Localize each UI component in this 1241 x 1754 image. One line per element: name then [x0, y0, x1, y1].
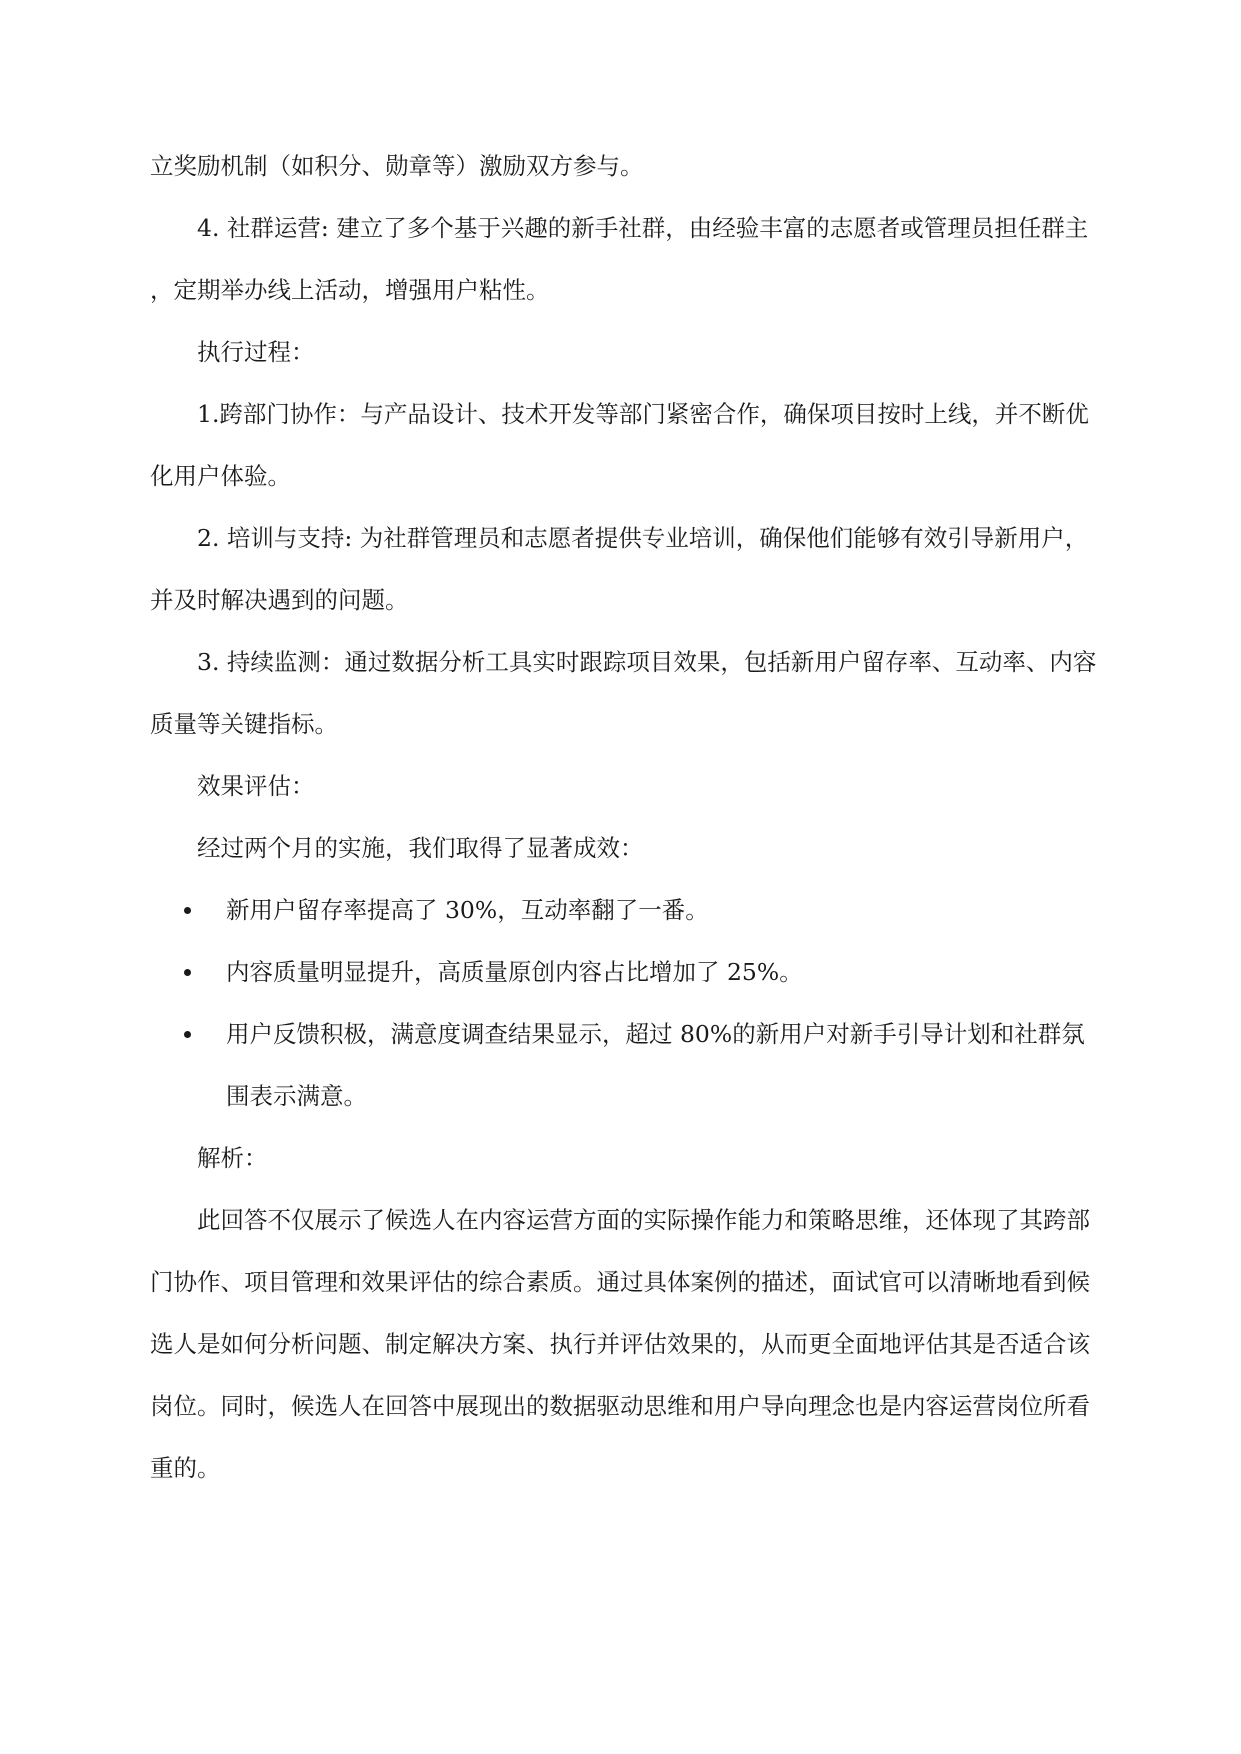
- list-item-text: 新用户留存率提高了 30%，互动率翻了一番。: [226, 896, 709, 924]
- list-item: [150, 1003, 1100, 1127]
- list-item: [150, 941, 1100, 1003]
- list-item-text: 内容质量明显提升，高质量原创内容占比增加了 25%。: [226, 958, 803, 986]
- bullet-dot-icon: [184, 969, 191, 976]
- heading-execution-process: 执行过程：: [197, 338, 315, 366]
- paragraph-reward-mechanism: 立奖励机制（如积分、勋章等）激励双方参与。: [150, 152, 644, 180]
- paragraph-cross-department: 1.跨部门协作：与产品设计、技术开发等部门紧密合作，确保项目按时上线，并不断优化用户体验。: [150, 400, 1089, 490]
- heading-analysis: 解析：: [197, 1144, 268, 1172]
- paragraph-training-support: 2. 培训与支持: 为社群管理员和志愿者提供专业培训，确保他们能够有效引导新用户，并及时解决遇到的问题。: [150, 524, 1089, 614]
- bullet-dot-icon: [184, 1031, 191, 1038]
- paragraph-community-operation: 4. 社群运营: 建立了多个基于兴趣的新手社群，由经验丰富的志愿者或管理员担任群主，定期举办线上活动，增强用户粘性。: [150, 214, 1089, 304]
- list-item-text: 用户反馈积极，满意度调查结果显示，超过 80%的新用户对新手引导计划和社群氛围表示满意。: [226, 1020, 1085, 1110]
- paragraph-results-intro: 经过两个月的实施，我们取得了显著成效：: [197, 834, 644, 862]
- list-item: [150, 879, 1100, 941]
- paragraph-analysis: 此回答不仅展示了候选人在内容运营方面的实际操作能力和策略思维，还体现了其跨部门协作、项目管理和效果评估的综合素质。通过具体案例的描述，面试官可以清晰地看到候选人是如何分析问题、制定解决方案、执行并评估效果的，从而更全面地评估其是否适合该岗位。同时，候选人在回答中展现出的数据驱动思维和用户导向理念也是内容运营岗位所看重的。: [150, 1206, 1090, 1482]
- results-bullet-list: [150, 879, 1100, 1127]
- heading-effect-evaluation: 效果评估：: [197, 772, 315, 800]
- bullet-dot-icon: [184, 907, 191, 914]
- paragraph-continuous-monitoring: 3. 持续监测：通过数据分析工具实时跟踪项目效果，包括新用户留存率、互动率、内容质量等关键指标。: [150, 648, 1097, 738]
- document-page: [150, 135, 1100, 1499]
